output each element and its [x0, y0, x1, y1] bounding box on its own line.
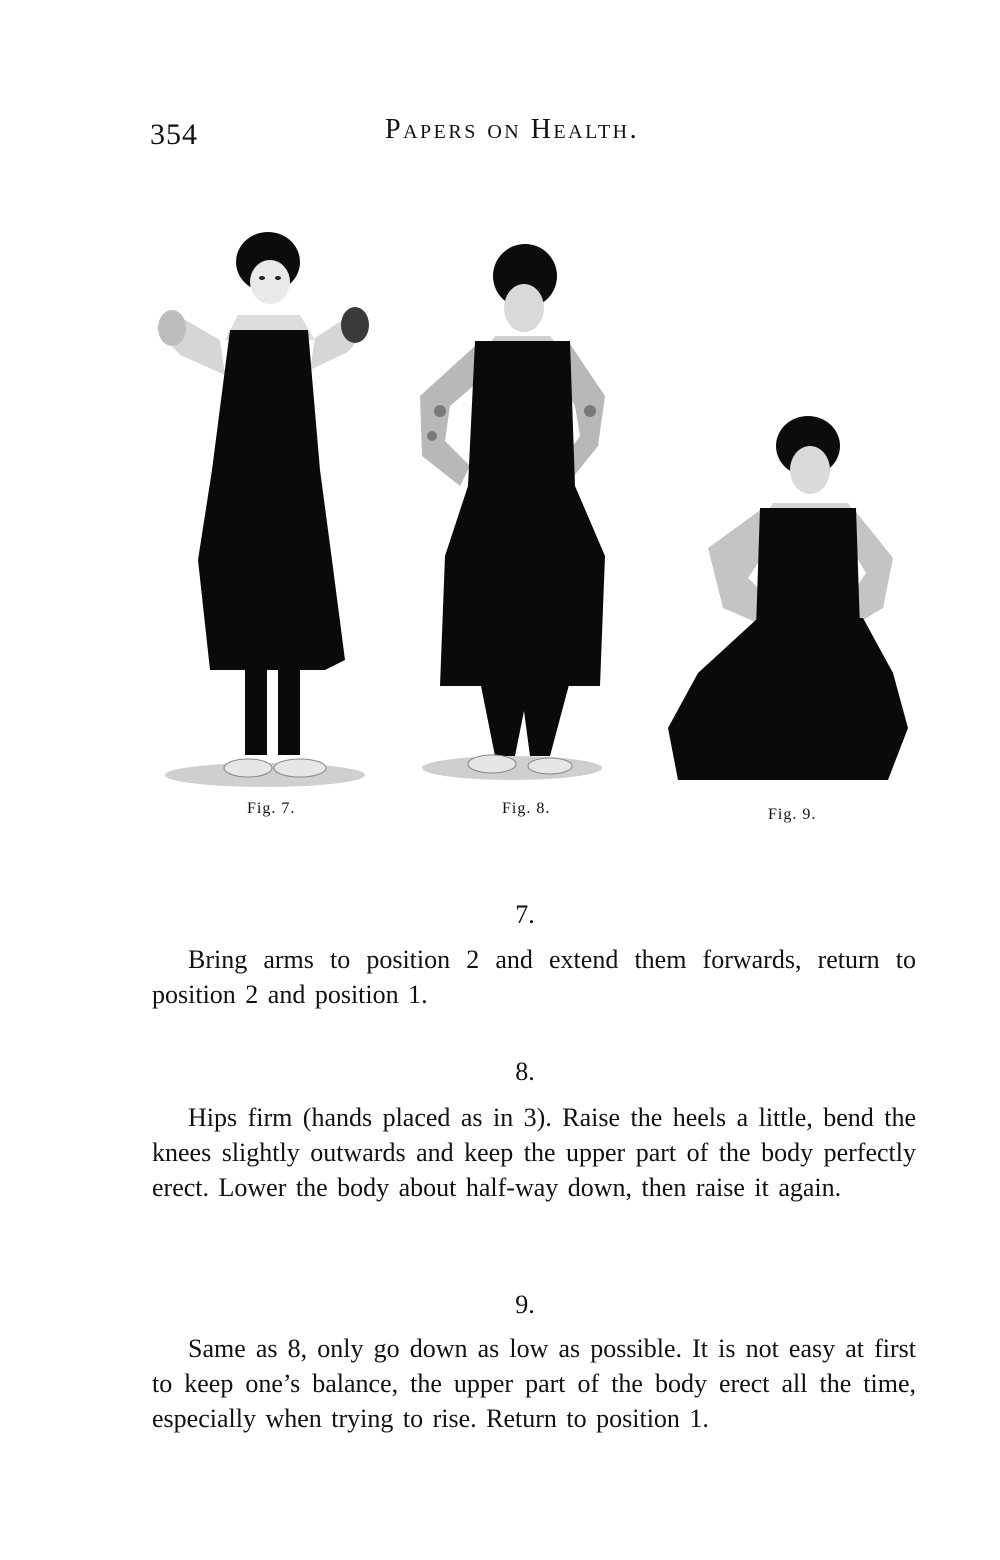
running-title: Papers on Health.: [385, 114, 640, 145]
section-9-text: Same as 8, only go down as low as possible. It is not easy at first to keep one’s balance, the upper part of the body erect all the time, especially when trying to rise. Return to position 1.: [152, 1334, 916, 1433]
section-9-number: 9.: [515, 1290, 535, 1319]
figure-9-caption: Fig. 9.: [768, 806, 817, 823]
figure-7-photo: [150, 220, 380, 795]
section-8-number: 8.: [515, 1057, 535, 1086]
figure-9-photo: [668, 408, 913, 788]
section-7-text: Bring arms to position 2 and extend them forwards, return to position 2 and position 1.: [152, 945, 916, 1009]
section-7-number: 7.: [515, 900, 535, 929]
figure-8-caption: Fig. 8.: [502, 800, 551, 817]
section-8-text: Hips firm (hands placed as in 3). Raise the heels a little, bend the knees slightly outwards and keep the upper part of the body perfectly erect. Lower the body about half-way down, then raise it again.: [152, 1103, 916, 1202]
figure-8-photo: [400, 236, 630, 791]
figure-7-caption: Fig. 7.: [247, 800, 296, 817]
page-number: 354: [150, 118, 198, 151]
